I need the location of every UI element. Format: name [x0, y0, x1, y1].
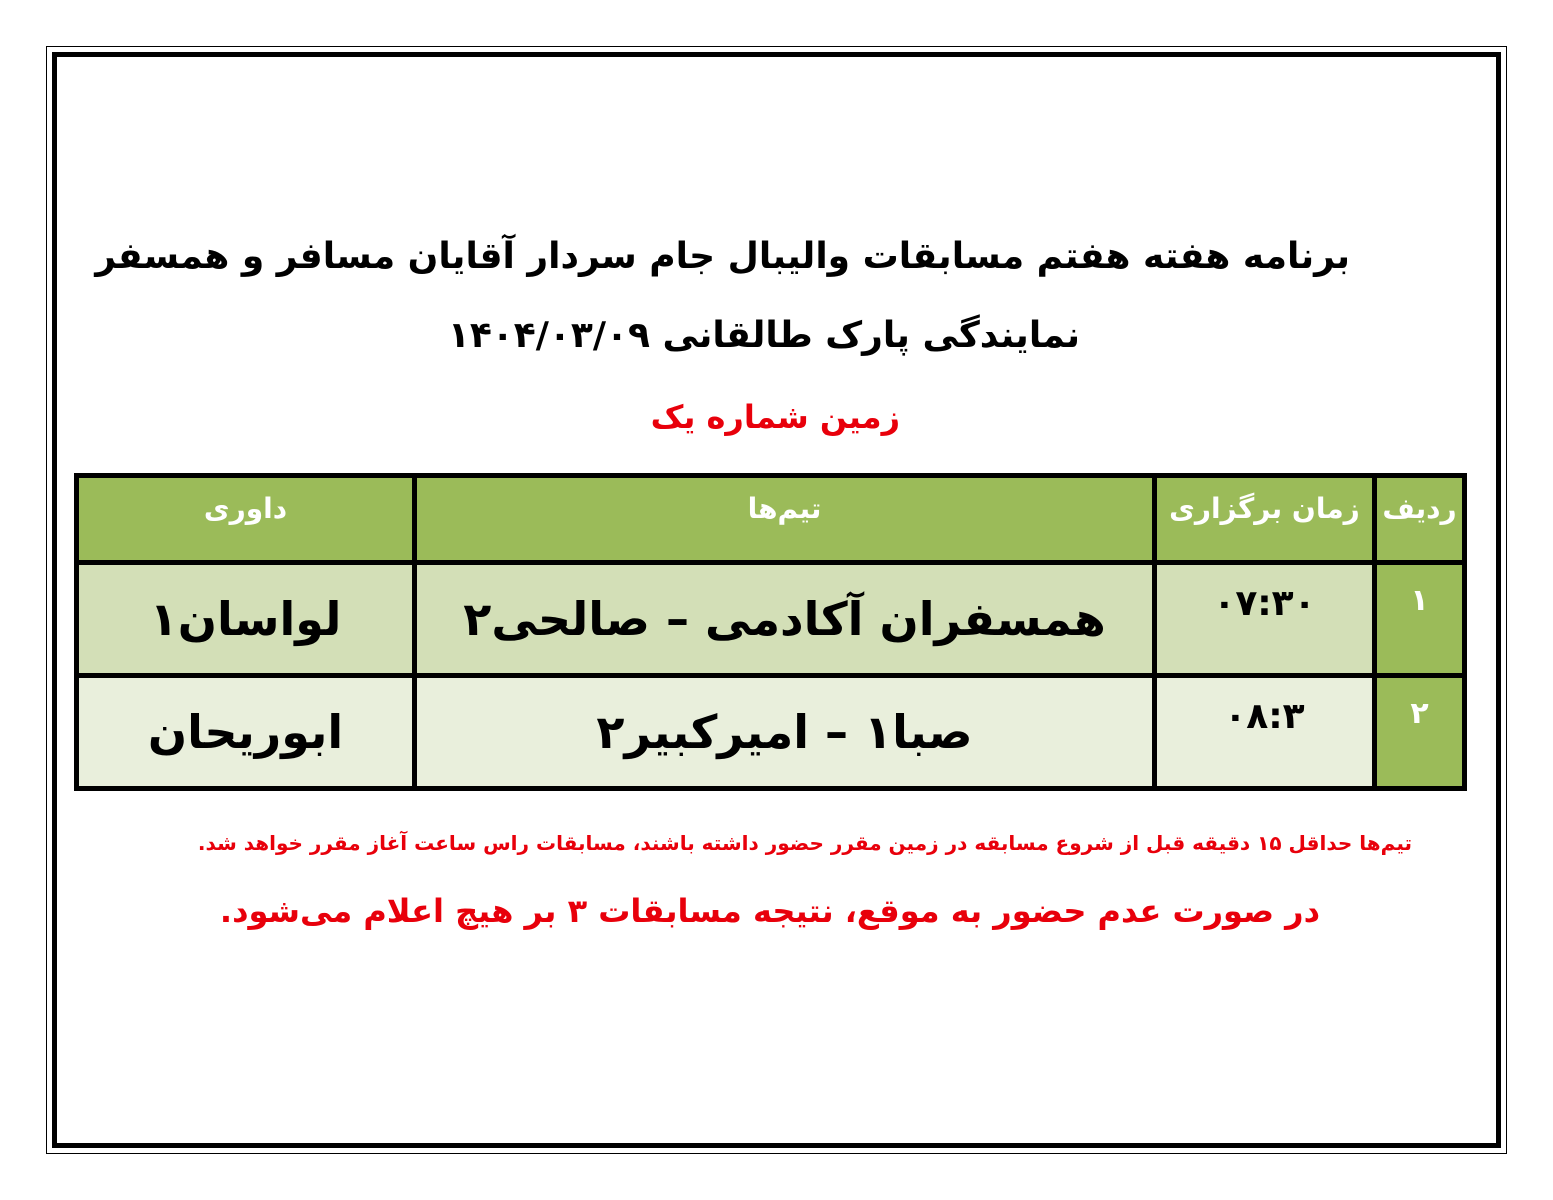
match-referee: لواسان۱ [77, 563, 415, 676]
row-number: ۱ [1375, 563, 1465, 676]
attendance-note: تیم‌ها حداقل ۱۵ دقیقه قبل از شروع مسابقه در زمین مقرر حضور داشته باشند، مسابقات راس ساعت آغاز مقرر خواهد شد. [197, 831, 1412, 855]
match-time: ۰۸:۳ [1155, 676, 1375, 789]
match-time: ۰۷:۳۰ [1155, 563, 1375, 676]
col-header-teams: تیم‌ها [415, 476, 1155, 563]
col-header-time: زمان برگزاری [1155, 476, 1375, 563]
col-header-row-number: ردیف [1375, 476, 1465, 563]
match-schedule-table [74, 473, 1467, 791]
match-teams: همسفران آکادمی – صالحی۲ [415, 563, 1155, 676]
match-referee: ابوریحان [77, 676, 415, 789]
forfeit-warning: در صورت عدم حضور به موقع، نتیجه مسابقات ۳ بر هیچ اعلام می‌شود. [219, 892, 1320, 930]
table-row [77, 676, 1465, 789]
schedule-title: برنامه هفته هفتم مسابقات والیبال جام سردار آقایان مسافر و همسفر [95, 236, 1350, 277]
col-header-referee: داوری [77, 476, 415, 563]
table-header-row [77, 476, 1465, 563]
table-row [77, 563, 1465, 676]
match-teams: صبا۱ – امیرکبیر۲ [415, 676, 1155, 789]
branch-and-date: نمایندگی پارک طالقانی ۱۴۰۴/۰۳/۰۹ [447, 315, 1080, 356]
row-number: ۲ [1375, 676, 1465, 789]
court-label: زمین شماره یک [650, 398, 900, 436]
